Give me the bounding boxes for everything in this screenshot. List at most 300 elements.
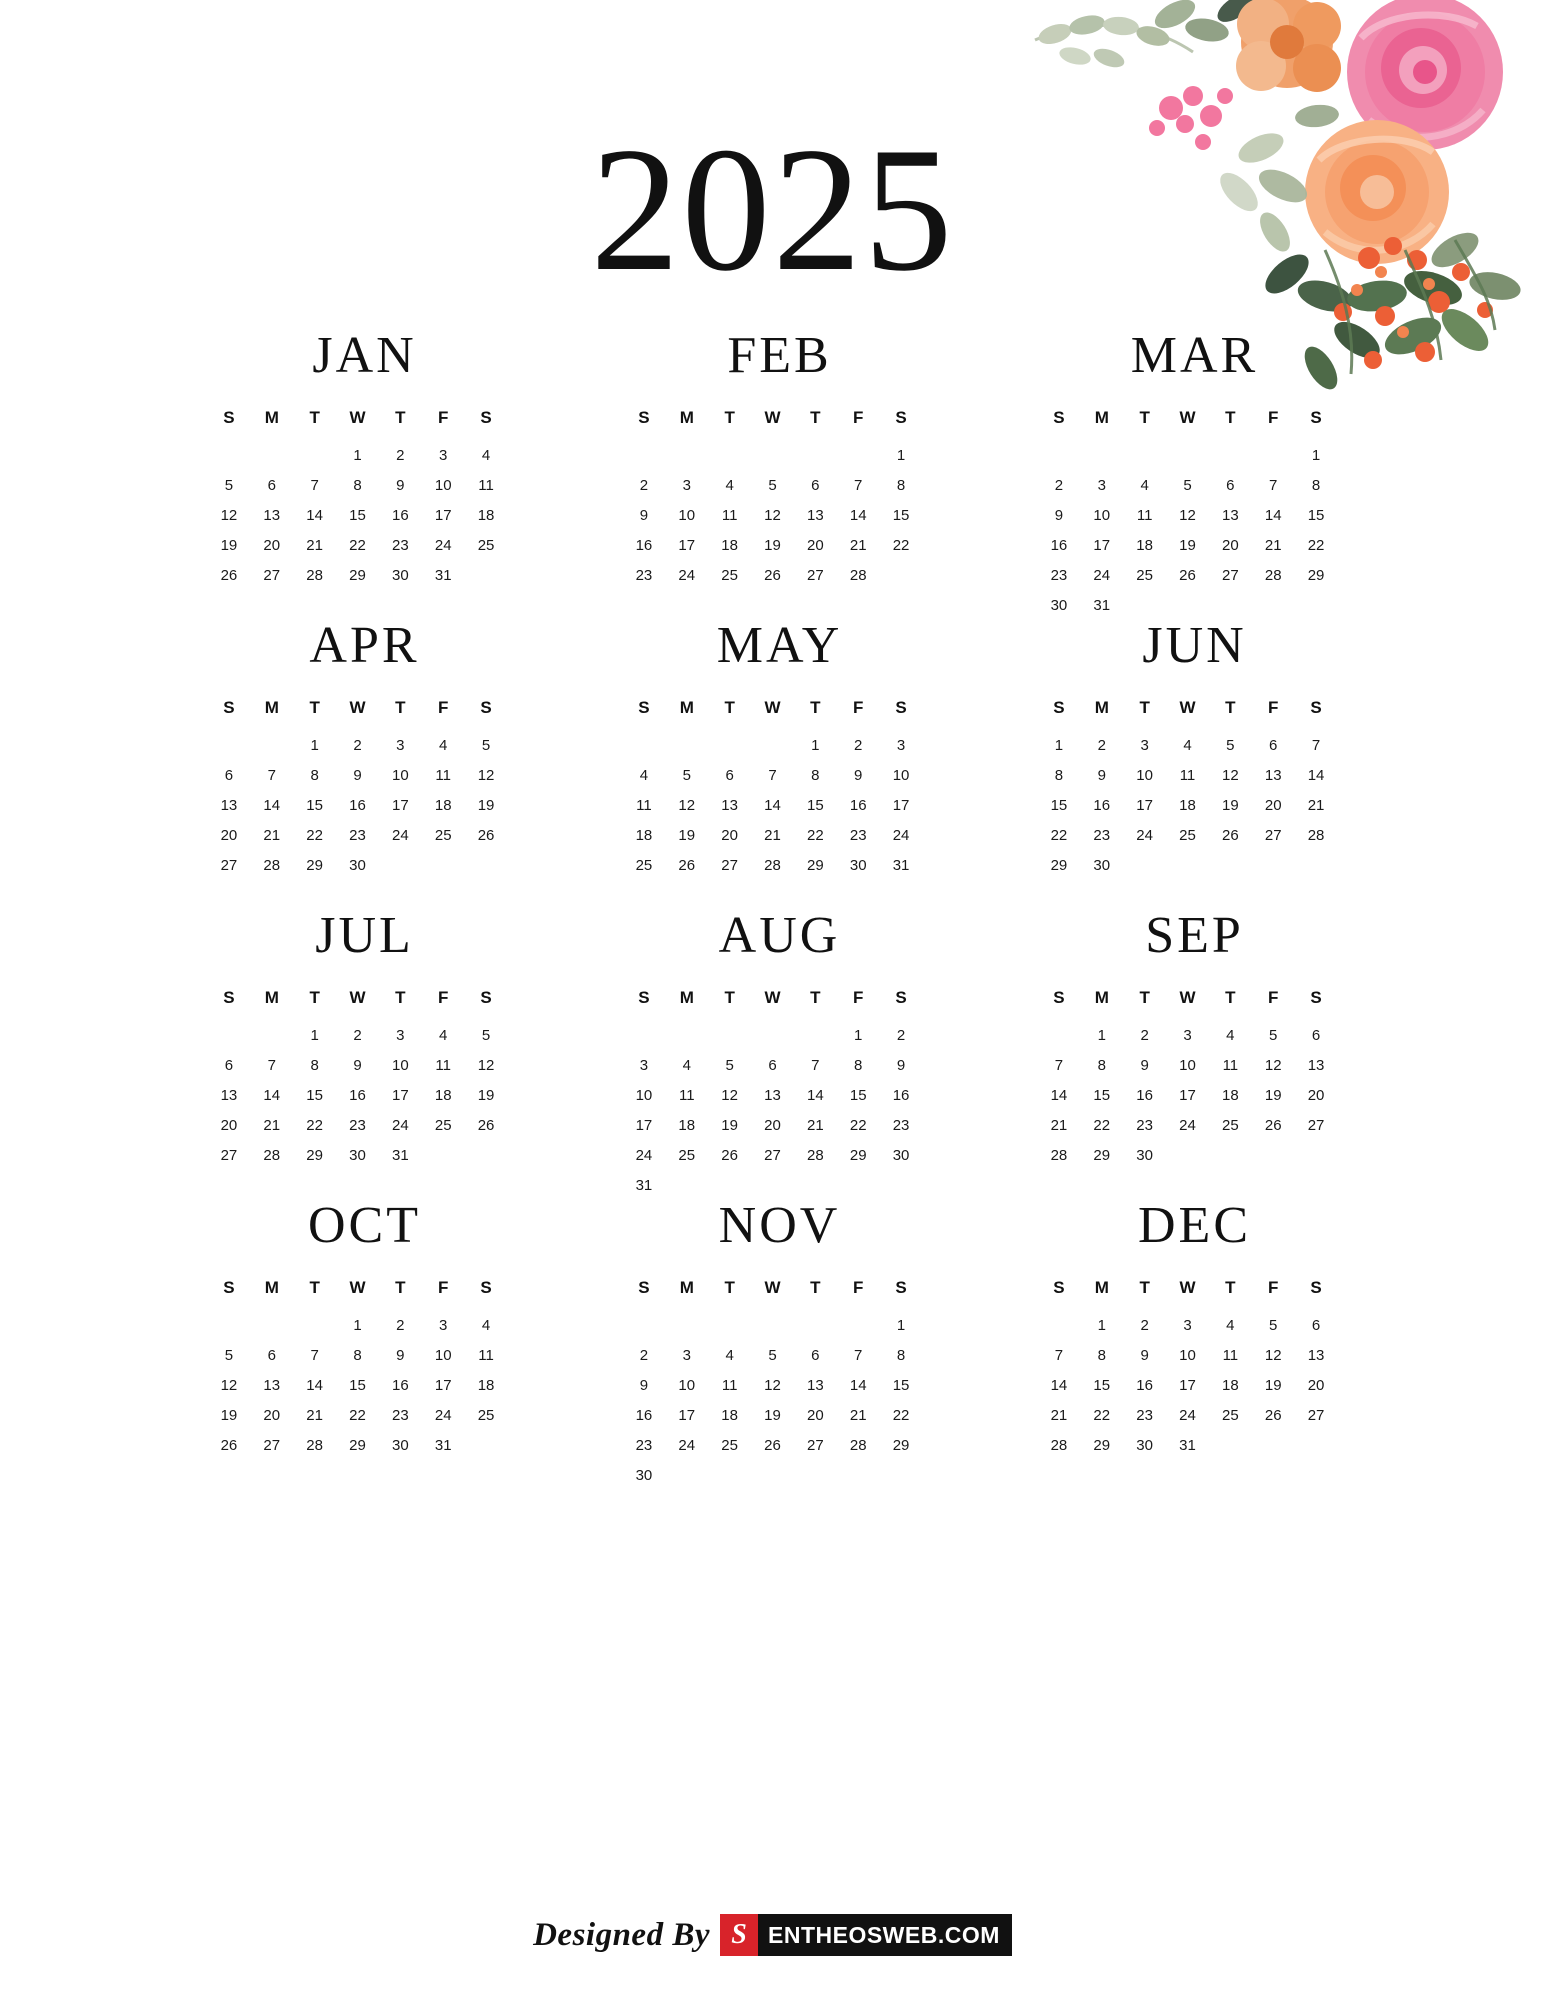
day-cell[interactable]: 16	[1136, 1087, 1153, 1104]
day-cell[interactable]: 21	[1050, 1117, 1068, 1134]
day-cell[interactable]: 9	[1097, 767, 1106, 784]
day-cell[interactable]: 13	[1307, 1057, 1325, 1074]
day-cell[interactable]: 14	[764, 797, 781, 814]
day-cell[interactable]: 7	[1054, 1057, 1064, 1074]
day-cell[interactable]: 20	[1222, 537, 1239, 554]
day-cell[interactable]: 24	[434, 537, 452, 554]
day-cell[interactable]: 3	[639, 1057, 649, 1074]
day-cell[interactable]: 12	[220, 507, 238, 524]
day-cell[interactable]: 9	[353, 767, 362, 784]
day-cell[interactable]: 26	[721, 1147, 738, 1164]
day-cell[interactable]: 31	[892, 857, 910, 874]
day-cell[interactable]: 30	[349, 857, 366, 874]
day-cell[interactable]: 20	[1264, 797, 1282, 814]
day-cell[interactable]: 17	[1179, 1087, 1196, 1104]
day-cell[interactable]: 22	[349, 537, 366, 554]
day-cell[interactable]: 28	[263, 1147, 281, 1164]
day-cell[interactable]: 6	[224, 1057, 234, 1074]
day-cell[interactable]: 10	[392, 767, 409, 784]
day-cell[interactable]: 11	[478, 1347, 494, 1364]
day-cell[interactable]: 22	[306, 1117, 323, 1134]
day-cell[interactable]: 25	[635, 857, 653, 874]
day-cell[interactable]: 25	[1136, 567, 1153, 584]
day-cell[interactable]: 24	[1179, 1117, 1196, 1134]
day-cell[interactable]: 3	[396, 1027, 405, 1044]
day-cell[interactable]: 29	[1093, 1437, 1111, 1454]
day-cell[interactable]: 26	[477, 827, 495, 844]
day-cell[interactable]: 15	[1093, 1377, 1111, 1394]
day-cell[interactable]: 12	[477, 1057, 495, 1074]
day-cell[interactable]: 21	[849, 1407, 867, 1424]
day-cell[interactable]: 19	[764, 1407, 781, 1424]
day-cell[interactable]: 26	[220, 1437, 238, 1454]
day-cell[interactable]: 18	[1222, 1377, 1239, 1394]
day-cell[interactable]: 23	[635, 1437, 653, 1454]
day-cell[interactable]: 6	[1226, 477, 1235, 494]
day-cell[interactable]: 8	[1054, 767, 1064, 784]
day-cell[interactable]: 6	[267, 1347, 276, 1364]
day-cell[interactable]: 2	[396, 1317, 405, 1334]
day-cell[interactable]: 12	[1264, 1347, 1282, 1364]
day-cell[interactable]: 19	[1179, 537, 1196, 554]
day-cell[interactable]: 16	[1050, 537, 1068, 554]
day-cell[interactable]: 17	[892, 797, 910, 814]
day-cell[interactable]: 2	[639, 1347, 649, 1364]
day-cell[interactable]: 15	[306, 797, 323, 814]
day-cell[interactable]: 10	[892, 767, 910, 784]
day-cell[interactable]: 29	[1307, 567, 1325, 584]
day-cell[interactable]: 24	[678, 1437, 696, 1454]
day-cell[interactable]: 30	[1136, 1437, 1153, 1454]
day-cell[interactable]: 23	[392, 537, 409, 554]
day-cell[interactable]: 4	[481, 1317, 491, 1334]
day-cell[interactable]: 24	[1136, 827, 1153, 844]
day-cell[interactable]: 20	[1307, 1087, 1325, 1104]
day-cell[interactable]: 4	[1226, 1317, 1235, 1334]
day-cell[interactable]: 31	[1093, 597, 1111, 614]
day-cell[interactable]: 3	[439, 447, 448, 464]
day-cell[interactable]: 30	[392, 567, 409, 584]
day-cell[interactable]: 21	[306, 1407, 323, 1424]
day-cell[interactable]: 17	[392, 797, 409, 814]
day-cell[interactable]: 10	[678, 1377, 696, 1394]
day-cell[interactable]: 6	[1311, 1027, 1321, 1044]
day-cell[interactable]: 18	[434, 1087, 452, 1104]
day-cell[interactable]: 9	[396, 477, 405, 494]
day-cell[interactable]: 5	[768, 1347, 777, 1364]
day-cell[interactable]: 12	[477, 767, 495, 784]
day-cell[interactable]: 26	[1222, 827, 1239, 844]
day-cell[interactable]: 7	[854, 1347, 863, 1364]
day-cell[interactable]: 10	[434, 477, 452, 494]
day-cell[interactable]: 7	[267, 767, 276, 784]
day-cell[interactable]: 3	[439, 1317, 448, 1334]
day-cell[interactable]: 22	[1093, 1407, 1111, 1424]
day-cell[interactable]: 17	[434, 507, 452, 524]
day-cell[interactable]: 18	[1136, 537, 1153, 554]
day-cell[interactable]: 20	[807, 537, 824, 554]
day-cell[interactable]: 6	[1269, 737, 1278, 754]
day-cell[interactable]: 4	[1226, 1027, 1235, 1044]
day-cell[interactable]: 15	[349, 1377, 366, 1394]
day-cell[interactable]: 19	[721, 1117, 738, 1134]
day-cell[interactable]: 25	[1179, 827, 1196, 844]
day-cell[interactable]: 30	[1093, 857, 1111, 874]
day-cell[interactable]: 29	[892, 1437, 910, 1454]
day-cell[interactable]: 6	[811, 1347, 820, 1364]
day-cell[interactable]: 30	[349, 1147, 366, 1164]
day-cell[interactable]: 5	[1269, 1317, 1278, 1334]
day-cell[interactable]: 23	[892, 1117, 910, 1134]
day-cell[interactable]: 22	[1050, 827, 1068, 844]
day-cell[interactable]: 18	[678, 1117, 696, 1134]
day-cell[interactable]: 14	[306, 1377, 323, 1394]
day-cell[interactable]: 18	[635, 827, 653, 844]
day-cell[interactable]: 19	[220, 537, 238, 554]
day-cell[interactable]: 27	[263, 1437, 281, 1454]
day-cell[interactable]: 26	[477, 1117, 495, 1134]
day-cell[interactable]: 29	[1050, 857, 1068, 874]
day-cell[interactable]: 5	[1226, 737, 1235, 754]
day-cell[interactable]: 9	[353, 1057, 362, 1074]
day-cell[interactable]: 18	[721, 537, 738, 554]
day-cell[interactable]: 16	[392, 507, 409, 524]
day-cell[interactable]: 5	[725, 1057, 734, 1074]
day-cell[interactable]: 13	[220, 1087, 238, 1104]
day-cell[interactable]: 23	[1093, 827, 1111, 844]
day-cell[interactable]: 1	[1311, 447, 1321, 464]
day-cell[interactable]: 24	[678, 567, 696, 584]
day-cell[interactable]: 4	[682, 1057, 691, 1074]
day-cell[interactable]: 7	[310, 1347, 319, 1364]
day-cell[interactable]: 3	[1183, 1027, 1192, 1044]
day-cell[interactable]: 29	[306, 857, 323, 874]
day-cell[interactable]: 11	[1179, 767, 1196, 784]
day-cell[interactable]: 20	[263, 1407, 281, 1424]
day-cell[interactable]: 6	[1311, 1317, 1321, 1334]
day-cell[interactable]: 16	[349, 797, 366, 814]
day-cell[interactable]: 27	[220, 857, 238, 874]
day-cell[interactable]: 25	[477, 537, 495, 554]
day-cell[interactable]: 9	[1140, 1347, 1149, 1364]
day-cell[interactable]: 18	[721, 1407, 738, 1424]
day-cell[interactable]: 4	[1183, 737, 1192, 754]
day-cell[interactable]: 24	[635, 1147, 653, 1164]
day-cell[interactable]: 20	[764, 1117, 781, 1134]
day-cell[interactable]: 13	[1222, 507, 1239, 524]
day-cell[interactable]: 3	[1140, 737, 1149, 754]
day-cell[interactable]: 1	[896, 1317, 906, 1334]
day-cell[interactable]: 20	[807, 1407, 824, 1424]
day-cell[interactable]: 8	[1311, 477, 1321, 494]
day-cell[interactable]: 17	[1093, 537, 1111, 554]
day-cell[interactable]: 4	[639, 767, 649, 784]
day-cell[interactable]: 12	[220, 1377, 238, 1394]
day-cell[interactable]: 5	[768, 477, 777, 494]
day-cell[interactable]: 27	[807, 567, 824, 584]
day-cell[interactable]: 13	[721, 797, 738, 814]
day-cell[interactable]: 1	[353, 1317, 362, 1334]
day-cell[interactable]: 29	[807, 857, 824, 874]
day-cell[interactable]: 27	[1264, 827, 1282, 844]
day-cell[interactable]: 14	[1307, 767, 1325, 784]
day-cell[interactable]: 27	[764, 1147, 781, 1164]
day-cell[interactable]: 5	[224, 477, 234, 494]
day-cell[interactable]: 1	[310, 737, 319, 754]
day-cell[interactable]: 2	[353, 1027, 362, 1044]
day-cell[interactable]: 4	[1140, 477, 1149, 494]
day-cell[interactable]: 12	[1264, 1057, 1282, 1074]
day-cell[interactable]: 15	[807, 797, 824, 814]
day-cell[interactable]: 3	[896, 737, 906, 754]
day-cell[interactable]: 14	[1264, 507, 1282, 524]
day-cell[interactable]: 10	[1179, 1057, 1196, 1074]
day-cell[interactable]: 6	[768, 1057, 777, 1074]
day-cell[interactable]: 27	[1222, 567, 1239, 584]
day-cell[interactable]: 21	[1264, 537, 1282, 554]
day-cell[interactable]: 7	[811, 1057, 820, 1074]
day-cell[interactable]: 16	[1136, 1377, 1153, 1394]
day-cell[interactable]: 9	[639, 1377, 649, 1394]
day-cell[interactable]: 5	[682, 767, 691, 784]
day-cell[interactable]: 27	[1307, 1407, 1325, 1424]
day-cell[interactable]: 2	[1140, 1317, 1149, 1334]
day-cell[interactable]: 28	[1264, 567, 1282, 584]
day-cell[interactable]: 5	[481, 737, 491, 754]
day-cell[interactable]: 2	[639, 477, 649, 494]
day-cell[interactable]: 16	[392, 1377, 409, 1394]
day-cell[interactable]: 15	[1307, 507, 1325, 524]
day-cell[interactable]: 8	[896, 477, 906, 494]
day-cell[interactable]: 30	[635, 1467, 653, 1484]
day-cell[interactable]: 6	[725, 767, 734, 784]
day-cell[interactable]: 15	[306, 1087, 323, 1104]
day-cell[interactable]: 28	[807, 1147, 824, 1164]
day-cell[interactable]: 14	[263, 797, 281, 814]
day-cell[interactable]: 6	[224, 767, 234, 784]
day-cell[interactable]: 7	[1269, 477, 1278, 494]
day-cell[interactable]: 12	[1222, 767, 1239, 784]
day-cell[interactable]: 27	[263, 567, 281, 584]
day-cell[interactable]: 10	[678, 507, 696, 524]
day-cell[interactable]: 31	[1179, 1437, 1196, 1454]
day-cell[interactable]: 1	[1097, 1317, 1106, 1334]
day-cell[interactable]: 3	[682, 1347, 691, 1364]
day-cell[interactable]: 21	[849, 537, 867, 554]
day-cell[interactable]: 23	[349, 1117, 366, 1134]
day-cell[interactable]: 9	[639, 507, 649, 524]
day-cell[interactable]: 3	[682, 477, 691, 494]
day-cell[interactable]: 21	[306, 537, 323, 554]
day-cell[interactable]: 8	[811, 767, 820, 784]
day-cell[interactable]: 31	[434, 567, 452, 584]
day-cell[interactable]: 25	[721, 567, 738, 584]
day-cell[interactable]: 21	[263, 1117, 281, 1134]
day-cell[interactable]: 7	[1311, 737, 1321, 754]
day-cell[interactable]: 5	[1183, 477, 1192, 494]
day-cell[interactable]: 18	[477, 507, 495, 524]
day-cell[interactable]: 11	[678, 1087, 695, 1104]
day-cell[interactable]: 2	[1140, 1027, 1149, 1044]
day-cell[interactable]: 17	[635, 1117, 653, 1134]
day-cell[interactable]: 13	[263, 1377, 281, 1394]
day-cell[interactable]: 29	[349, 567, 366, 584]
day-cell[interactable]: 9	[1054, 507, 1064, 524]
day-cell[interactable]: 23	[849, 827, 867, 844]
day-cell[interactable]: 25	[1222, 1407, 1239, 1424]
day-cell[interactable]: 19	[1264, 1087, 1282, 1104]
day-cell[interactable]: 19	[1264, 1377, 1282, 1394]
day-cell[interactable]: 18	[477, 1377, 495, 1394]
day-cell[interactable]: 11	[721, 507, 738, 524]
day-cell[interactable]: 26	[678, 857, 696, 874]
day-cell[interactable]: 18	[434, 797, 452, 814]
day-cell[interactable]: 14	[807, 1087, 824, 1104]
day-cell[interactable]: 24	[434, 1407, 452, 1424]
day-cell[interactable]: 9	[854, 767, 863, 784]
day-cell[interactable]: 1	[1097, 1027, 1106, 1044]
day-cell[interactable]: 21	[1307, 797, 1325, 814]
day-cell[interactable]: 14	[849, 507, 867, 524]
day-cell[interactable]: 30	[849, 857, 867, 874]
day-cell[interactable]: 26	[1264, 1407, 1282, 1424]
day-cell[interactable]: 8	[310, 1057, 319, 1074]
day-cell[interactable]: 9	[896, 1057, 906, 1074]
day-cell[interactable]: 11	[435, 767, 451, 784]
day-cell[interactable]: 14	[1050, 1377, 1068, 1394]
day-cell[interactable]: 8	[353, 1347, 362, 1364]
day-cell[interactable]: 16	[1093, 797, 1111, 814]
day-cell[interactable]: 18	[1222, 1087, 1239, 1104]
day-cell[interactable]: 12	[678, 797, 696, 814]
day-cell[interactable]: 26	[1179, 567, 1196, 584]
day-cell[interactable]: 11	[435, 1057, 451, 1074]
day-cell[interactable]: 11	[1222, 1347, 1239, 1364]
day-cell[interactable]: 8	[854, 1057, 863, 1074]
day-cell[interactable]: 24	[1179, 1407, 1196, 1424]
day-cell[interactable]: 13	[764, 1087, 781, 1104]
day-cell[interactable]: 7	[267, 1057, 276, 1074]
day-cell[interactable]: 4	[439, 737, 448, 754]
day-cell[interactable]: 6	[267, 477, 276, 494]
day-cell[interactable]: 28	[306, 1437, 323, 1454]
day-cell[interactable]: 17	[1179, 1377, 1196, 1394]
day-cell[interactable]: 15	[1093, 1087, 1111, 1104]
day-cell[interactable]: 23	[349, 827, 366, 844]
day-cell[interactable]: 8	[310, 767, 319, 784]
day-cell[interactable]: 3	[1183, 1317, 1192, 1334]
day-cell[interactable]: 29	[349, 1437, 366, 1454]
day-cell[interactable]: 24	[892, 827, 910, 844]
day-cell[interactable]: 30	[1050, 597, 1068, 614]
day-cell[interactable]: 1	[310, 1027, 319, 1044]
day-cell[interactable]: 31	[392, 1147, 409, 1164]
day-cell[interactable]: 23	[1136, 1407, 1153, 1424]
day-cell[interactable]: 7	[310, 477, 319, 494]
day-cell[interactable]: 7	[854, 477, 863, 494]
day-cell[interactable]: 5	[1269, 1027, 1278, 1044]
day-cell[interactable]: 28	[1050, 1147, 1068, 1164]
day-cell[interactable]: 21	[1050, 1407, 1068, 1424]
day-cell[interactable]: 16	[635, 1407, 653, 1424]
day-cell[interactable]: 20	[721, 827, 738, 844]
day-cell[interactable]: 10	[392, 1057, 409, 1074]
day-cell[interactable]: 10	[434, 1347, 452, 1364]
day-cell[interactable]: 23	[1136, 1117, 1153, 1134]
day-cell[interactable]: 29	[849, 1147, 867, 1164]
day-cell[interactable]: 14	[849, 1377, 867, 1394]
day-cell[interactable]: 2	[353, 737, 362, 754]
day-cell[interactable]: 14	[306, 507, 323, 524]
day-cell[interactable]: 2	[854, 737, 863, 754]
day-cell[interactable]: 16	[892, 1087, 910, 1104]
day-cell[interactable]: 2	[396, 447, 405, 464]
day-cell[interactable]: 25	[1222, 1117, 1239, 1134]
day-cell[interactable]: 4	[439, 1027, 448, 1044]
day-cell[interactable]: 21	[263, 827, 281, 844]
brand-badge[interactable]	[720, 1914, 1012, 1956]
day-cell[interactable]: 9	[1140, 1057, 1149, 1074]
day-cell[interactable]: 29	[306, 1147, 323, 1164]
day-cell[interactable]: 24	[1093, 567, 1111, 584]
day-cell[interactable]: 27	[1307, 1117, 1325, 1134]
day-cell[interactable]: 19	[1222, 797, 1239, 814]
day-cell[interactable]: 27	[721, 857, 738, 874]
day-cell[interactable]: 27	[220, 1147, 238, 1164]
day-cell[interactable]: 22	[892, 537, 910, 554]
day-cell[interactable]: 1	[811, 737, 820, 754]
day-cell[interactable]: 16	[849, 797, 867, 814]
day-cell[interactable]: 19	[764, 537, 781, 554]
day-cell[interactable]: 17	[1136, 797, 1153, 814]
day-cell[interactable]: 22	[1307, 537, 1325, 554]
day-cell[interactable]: 26	[764, 567, 781, 584]
day-cell[interactable]: 13	[220, 797, 238, 814]
day-cell[interactable]: 18	[1179, 797, 1196, 814]
day-cell[interactable]: 22	[849, 1117, 867, 1134]
day-cell[interactable]: 25	[434, 1117, 452, 1134]
day-cell[interactable]: 17	[678, 537, 696, 554]
day-cell[interactable]: 22	[807, 827, 824, 844]
day-cell[interactable]: 24	[392, 827, 409, 844]
day-cell[interactable]: 13	[1307, 1347, 1325, 1364]
day-cell[interactable]: 15	[849, 1087, 867, 1104]
day-cell[interactable]: 11	[721, 1377, 738, 1394]
day-cell[interactable]: 13	[1264, 767, 1282, 784]
day-cell[interactable]: 16	[635, 537, 653, 554]
day-cell[interactable]: 23	[392, 1407, 409, 1424]
day-cell[interactable]: 13	[807, 1377, 824, 1394]
day-cell[interactable]: 24	[392, 1117, 409, 1134]
day-cell[interactable]: 4	[725, 1347, 734, 1364]
day-cell[interactable]: 1	[353, 447, 362, 464]
day-cell[interactable]: 22	[1093, 1117, 1111, 1134]
day-cell[interactable]: 31	[635, 1177, 653, 1194]
day-cell[interactable]: 20	[220, 1117, 238, 1134]
day-cell[interactable]: 25	[721, 1437, 738, 1454]
day-cell[interactable]: 1	[896, 447, 906, 464]
day-cell[interactable]: 25	[477, 1407, 495, 1424]
day-cell[interactable]: 20	[1307, 1377, 1325, 1394]
day-cell[interactable]: 25	[434, 827, 452, 844]
day-cell[interactable]: 10	[1093, 507, 1111, 524]
day-cell[interactable]: 19	[220, 1407, 238, 1424]
day-cell[interactable]: 23	[635, 567, 653, 584]
day-cell[interactable]: 15	[1050, 797, 1068, 814]
day-cell[interactable]: 2	[1054, 477, 1064, 494]
day-cell[interactable]: 22	[306, 827, 323, 844]
day-cell[interactable]: 12	[721, 1087, 738, 1104]
